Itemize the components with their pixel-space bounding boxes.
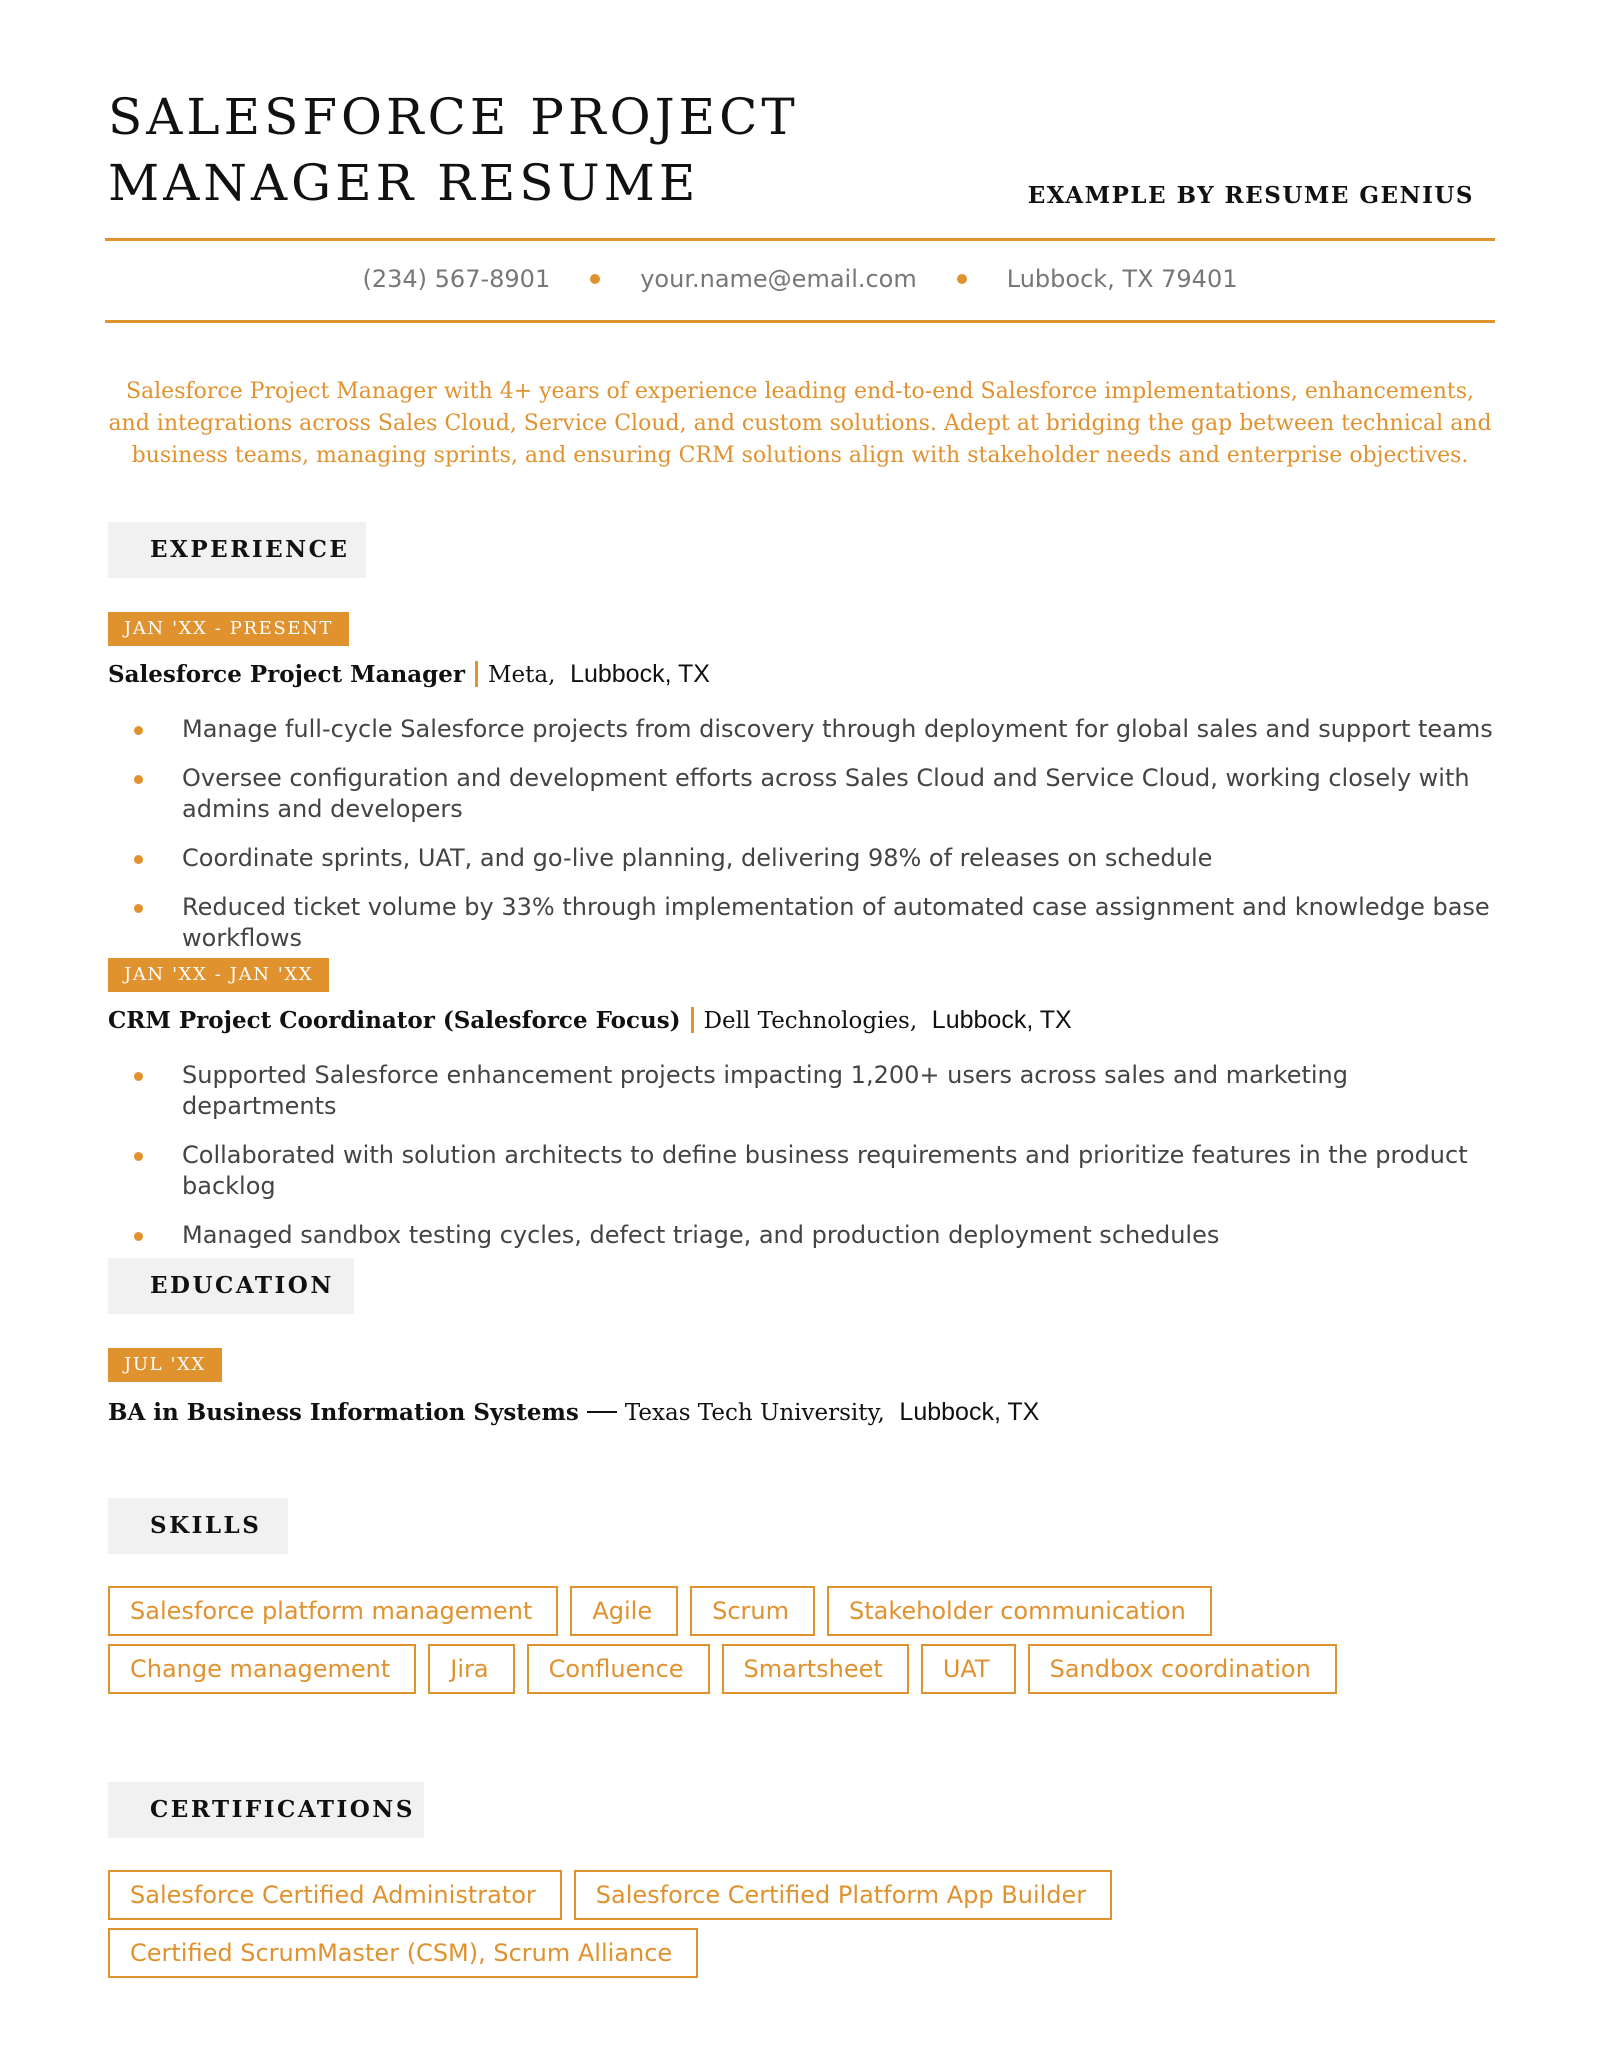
- skill-tag: Scrum: [690, 1586, 815, 1636]
- skills-list: [108, 1586, 1508, 1702]
- job-2-role: CRM Project Coordinator (Salesforce Focus): [108, 1007, 681, 1034]
- skills-heading: SKILLS: [108, 1498, 288, 1554]
- divider-bottom: [105, 320, 1495, 323]
- skill-tag: Sandbox coordination: [1028, 1644, 1337, 1694]
- job-2-bullets: [130, 1060, 1500, 1269]
- job-1-location: Lubbock, TX: [570, 660, 710, 688]
- contact-location: Lubbock, TX 79401: [1006, 265, 1238, 293]
- contact-email: your.name@email.com: [640, 265, 917, 293]
- job-1-title-line: [108, 658, 710, 691]
- skill-tag: Change management: [108, 1644, 416, 1694]
- education-heading: EDUCATION: [108, 1258, 354, 1314]
- byline: EXAMPLE BY RESUME GENIUS: [1027, 182, 1474, 209]
- separator-dash: [587, 1411, 617, 1413]
- separator-bar: [475, 661, 478, 687]
- list-item: Reduced ticket volume by 33% through implementation of automated case assignment and knowledge base workflows: [130, 892, 1500, 954]
- job-2-company: Dell Technologies,: [703, 1008, 918, 1034]
- education-location: Lubbock, TX: [899, 1398, 1040, 1426]
- list-item: Manage full-cycle Salesforce projects from discovery through deployment for global sales and support teams: [130, 714, 1500, 745]
- contact-phone: (234) 567-8901: [362, 265, 551, 293]
- job-2-dates: JAN 'XX - JAN 'XX: [108, 958, 329, 992]
- experience-heading: EXPERIENCE: [108, 522, 366, 578]
- skill-tag: UAT: [921, 1644, 1016, 1694]
- contact-bar: [105, 262, 1495, 296]
- skill-tag: Confluence: [527, 1644, 710, 1694]
- bullet-dot-icon: [590, 274, 600, 284]
- certifications-heading: CERTIFICATIONS: [108, 1782, 424, 1838]
- summary: Salesforce Project Manager with 4+ years of experience leading end-to-end Salesforce implementations, enhancements, and integrations across Sales Cloud, Service Cloud, and custom solutions. Adept at bridging the gap between technical and business teams, managing sprints, and ensuring CRM solutions align with stakeholder needs and enterprise objectives.: [108, 379, 1492, 468]
- divider-top: [105, 238, 1495, 241]
- job-1-role: Salesforce Project Manager: [108, 661, 465, 688]
- separator-bar: [691, 1007, 694, 1033]
- title-line-2: MANAGER RESUME: [108, 154, 700, 212]
- title-line-1: SALESFORCE PROJECT: [108, 88, 799, 146]
- bullet-dot-icon: [957, 274, 967, 284]
- certifications-list: [108, 1870, 1508, 1986]
- education-dates: JUL 'XX: [108, 1348, 222, 1382]
- skill-tag: Salesforce platform management: [108, 1586, 558, 1636]
- education-degree: BA in Business Information Systems: [108, 1399, 579, 1426]
- resume-title: [108, 84, 799, 216]
- certification-tag: Salesforce Certified Platform App Builder: [574, 1870, 1112, 1920]
- job-1-bullets: [130, 714, 1500, 972]
- job-1-company: Meta,: [488, 662, 556, 688]
- list-item: Collaborated with solution architects to define business requirements and prioritize features in the product backlog: [130, 1140, 1500, 1202]
- list-item: Coordinate sprints, UAT, and go-live planning, delivering 98% of releases on schedule: [130, 843, 1500, 874]
- certification-tag: Salesforce Certified Administrator: [108, 1870, 562, 1920]
- education-line: [108, 1396, 1039, 1429]
- job-2-title-line: [108, 1004, 1072, 1037]
- skill-tag: Jira: [428, 1644, 514, 1694]
- skill-tag: Smartsheet: [722, 1644, 909, 1694]
- skill-tag: Stakeholder communication: [827, 1586, 1212, 1636]
- job-2-location: Lubbock, TX: [931, 1006, 1072, 1034]
- list-item: Oversee configuration and development efforts across Sales Cloud and Service Cloud, working closely with admins and developers: [130, 763, 1500, 825]
- skill-tag: Agile: [570, 1586, 678, 1636]
- certification-tag: Certified ScrumMaster (CSM), Scrum Alliance: [108, 1928, 698, 1978]
- job-1-dates: JAN 'XX - PRESENT: [108, 612, 349, 646]
- list-item: Managed sandbox testing cycles, defect triage, and production deployment schedules: [130, 1220, 1500, 1251]
- education-school: Texas Tech University,: [624, 1400, 885, 1426]
- list-item: Supported Salesforce enhancement projects impacting 1,200+ users across sales and marketing departments: [130, 1060, 1500, 1122]
